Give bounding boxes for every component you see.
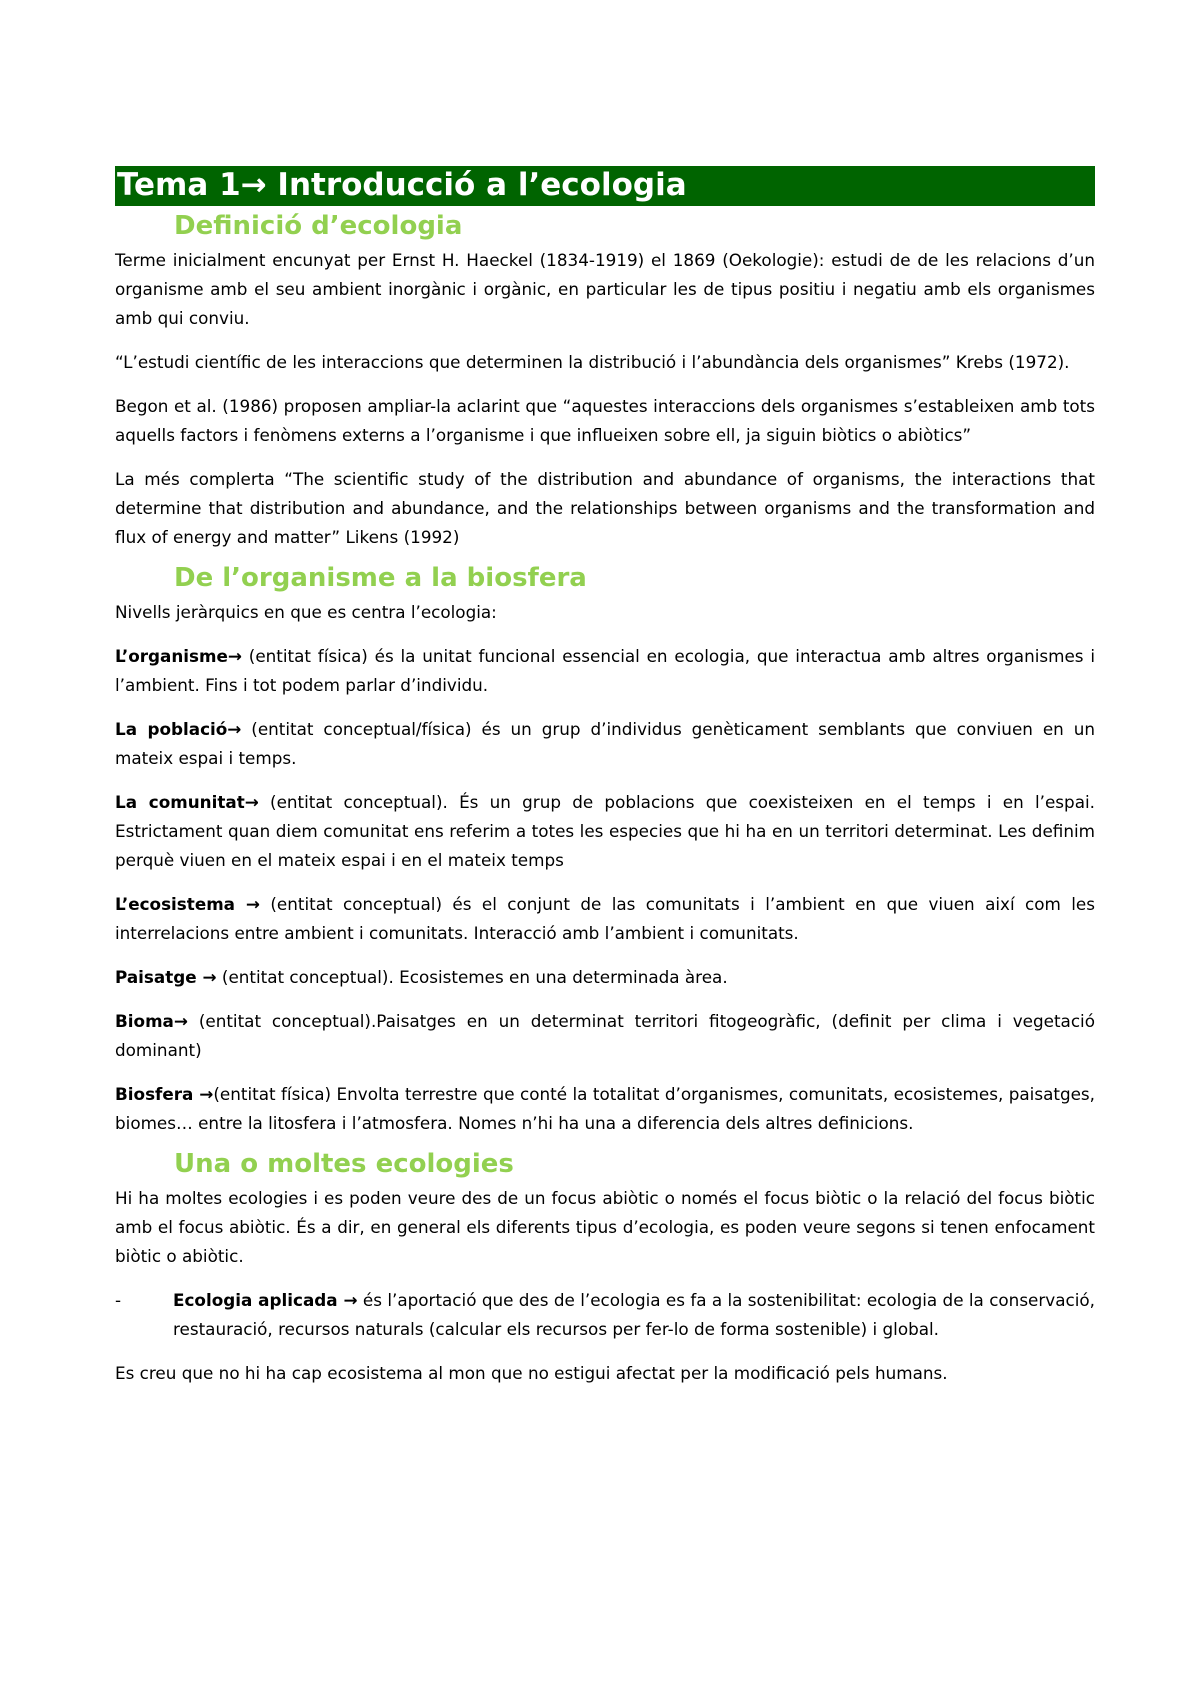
level-term: Paisatge → xyxy=(115,967,217,987)
level-item xyxy=(115,1007,1095,1065)
level-term: L’ecosistema → xyxy=(115,894,260,914)
paragraph-definicio-4: La més complerta “The scientific study of the distribution and abundance of organisms, the interactions that determine that distribution and abundance, and the relationships between organisms and the transformation and flux of energy and matter” Likens (1992) xyxy=(115,469,1095,547)
level-term: La població→ xyxy=(115,719,242,739)
level-text: (entitat conceptual) és el conjunt de las comunitats i l’ambient en que viuen així com les interrelacions entre ambient i comunitats. Interacció amb l’ambient i comunitats. xyxy=(115,894,1095,943)
level-text: (entitat física) és la unitat funcional essencial en ecologia, que interactua amb altres organismes i l’ambient. Fins i tot podem parlar d’individu. xyxy=(115,646,1095,695)
level-term: L’organisme→ xyxy=(115,646,242,666)
paragraph-definicio-1: Terme inicialment encunyat per Ernst H. Haeckel (1834-1919) el 1869 (Oekologie): estudi de de les relacions d’un organisme amb el seu ambient inorgànic i orgànic, en particular les de tipus positiu i negatiu amb els organismes amb qui conviu. xyxy=(115,250,1095,328)
level-text: (entitat conceptual/física) és un grup d’individus genèticament semblants que conviuen en un mateix espai i temps. xyxy=(115,719,1095,768)
level-term: Biosfera → xyxy=(115,1084,214,1104)
level-item xyxy=(115,788,1095,875)
paragraph-definicio-3: Begon et al. (1986) proposen ampliar-la aclarint que “aquestes interaccions dels organismes s’estableixen amb tots aquells factors i fenòmens externs a l’organisme i que influeixen sobre ell, ja siguin biòtics o abiòtics” xyxy=(115,396,1095,445)
list-text: és l’aportació que des de l’ecologia es fa a la sostenibilitat: ecologia de la conservació, restauració, recursos naturals (calcular els recursos per fer-lo de forma sostenible) i global. xyxy=(173,1290,1095,1339)
heading-ecologies: Una o moltes ecologies xyxy=(174,1149,514,1179)
list-term: Ecologia aplicada → xyxy=(173,1290,358,1310)
level-item xyxy=(115,1080,1095,1138)
list-item xyxy=(115,1286,1095,1344)
page-title: Tema 1→ Introducció a l’ecologia xyxy=(115,166,1095,206)
level-item xyxy=(115,890,1095,948)
heading-definicio: Definició d’ecologia xyxy=(174,211,463,241)
level-item xyxy=(115,715,1095,773)
paragraph-definicio-2: “L’estudi científic de les interaccions que determinen la distribució i l’abundància dels organismes” Krebs (1972). xyxy=(115,352,1070,372)
level-text: (entitat conceptual). És un grup de poblacions que coexisteixen en el temps i en l’espai. Estrictament quan diem comunitat ens referim a totes les especies que hi ha en un territori determinat. Les definim perquè viuen en el mateix espai i en el mateix temps xyxy=(115,792,1095,870)
level-text: (entitat física) Envolta terrestre que conté la totalitat d’organismes, comunitats, ecosistemes, paisatges, biomes… entre la litosfera i l’atmosfera. Nomes n’hi ha una a diferencia dels altres definicions. xyxy=(115,1084,1095,1133)
level-item xyxy=(115,642,1095,700)
level-text: (entitat conceptual).Paisatges en un determinat territori fitogeogràfic, (definit per clima i vegetació dominant) xyxy=(115,1011,1095,1060)
level-term: La comunitat→ xyxy=(115,792,259,812)
level-item xyxy=(115,963,1095,992)
paragraph-ecologies-1: Hi ha moltes ecologies i es poden veure des de un focus abiòtic o només el focus biòtic o la relació del focus biòtic amb el focus abiòtic. És a dir, en general els diferents tipus d’ecologia, es poden veure segons si tenen enfocament biòtic o abiòtic. xyxy=(115,1188,1095,1266)
level-text: (entitat conceptual). Ecosistemes en una determinada àrea. xyxy=(216,967,728,987)
list-dash: - xyxy=(115,1290,122,1310)
heading-organisme: De l’organisme a la biosfera xyxy=(174,563,587,593)
paragraph-ecologies-2: Es creu que no hi ha cap ecosistema al mon que no estigui afectat per la modificació pels humans. xyxy=(115,1363,948,1383)
level-term: Bioma→ xyxy=(115,1011,188,1031)
paragraph-organisme-intro: Nivells jeràrquics en que es centra l’ecologia: xyxy=(115,602,497,622)
